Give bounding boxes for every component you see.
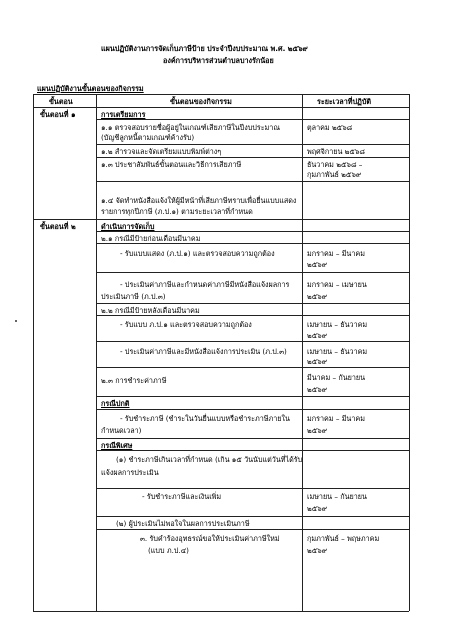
table-row-activity: ๑.๑ ตรวจสอบรายชื่อผู้อยู่ในเกณฑ์เสียภาษีในปีงบประมาณ [101, 123, 280, 132]
table-row-activity: - ประเมินค่าภาษีและกำหนดค่าภาษีมีหนังสือแจ้งผลการ [120, 280, 290, 289]
table-row-time: มีนาคม – กันยายน [307, 373, 366, 382]
table-row-time: มกราคม – เมษายน [307, 280, 367, 289]
table-row-time-cont: ๒๕๖๙ [307, 260, 328, 269]
table-row-time-cont: ๒๕๖๙ [307, 504, 328, 513]
table-row-activity-cont: รายการทุกปีภาษี (ภ.ป.๑) ตามระยะเวลาที่กำหนด [101, 207, 253, 216]
header-duration: ระยะเวลาที่ปฏิบัติ [317, 97, 372, 106]
table-row-activity: ๒.๑ กรณีมีป้ายก่อนเดือนมีนาคม [101, 234, 201, 243]
table-row-time-cont: ๒๕๖๙ [307, 357, 328, 366]
table-row-time: เมษายน – กันยายน [307, 492, 367, 501]
table-row-activity: - รับแบบ ภ.ป.๑ และตรวจสอบความถูกต้อง [120, 320, 252, 329]
table-row-activity: (๒) ผู้ประเมินไม่พอใจในผลการประเมินภาษี [116, 519, 250, 528]
table-row-activity: ๓. รับคำร้องอุทธรณ์ขอให้ประเมินค่าภาษีใหม่ [140, 534, 280, 543]
table-row-time: กุมภาพันธ์ – พฤษภาคม [307, 534, 380, 543]
table-row-activity-cont: กำหนดเวลา) [101, 426, 142, 435]
table-row-time-cont: ๒๕๖๙ [307, 292, 328, 301]
table-row-activity-cont: (บัญชีลูกหนี้ตามเกณฑ์ค้างรับ) [101, 133, 195, 142]
table-row-time: พฤศจิกายน ๒๕๖๘ [307, 147, 365, 156]
header-activity: ขั้นตอนของกิจกรรม [170, 97, 232, 106]
table-row-activity: (๑) ชำระภาษีเกินเวลาที่กำหนด (เกิน ๑๕ วันนับแต่วันที่ได้รับ [116, 455, 303, 464]
header-step: ขั้นตอน [49, 97, 73, 106]
step-1-label: ขั้นตอนที่ ๑ [40, 110, 76, 119]
table-row-activity: - รับชำระภาษี (ชำระในวันยื่นแบบหรือชำระภาษีภายใน [120, 414, 290, 423]
table-row-activity-cont: (แบบ ภ.ป.๔) [148, 546, 189, 555]
table-row-activity: การเตรียมการ [101, 110, 146, 119]
table-row-activity: กรณีปกติ [101, 399, 130, 408]
table-row-activity: ๑.๔ จัดทำหนังสือแจ้งให้ผู้มีหน้าที่เสียภาษีทราบเพื่อยื่นแบบแสดง [101, 196, 297, 205]
table-row-activity: ๑.๒ สำรวจและจัดเตรียมแบบพิมพ์ต่างๆ [101, 147, 222, 156]
table-row-time-cont: ๒๕๖๙ [307, 426, 328, 435]
table-row-time-cont: ๒๕๖๙ [307, 385, 328, 394]
table-row-time: เมษายน – ธันวาคม [307, 320, 368, 329]
table-row-time: เมษายน – ธันวาคม [307, 347, 368, 356]
table-row-time: ธันวาคม ๒๕๖๘ – [307, 160, 363, 169]
table-row-activity: ๒.๓ การชำระค่าภาษี [101, 376, 167, 385]
table-row-time: ตุลาคม ๒๕๖๘ [307, 123, 353, 132]
table-row-activity: ดำเนินการจัดเก็บ [101, 222, 155, 231]
table-row-activity: กรณีพิเศษ [101, 441, 133, 450]
document-title: แผนปฏิบัติงานการจัดเก็บภาษีป้าย ประจำปีงบประมาณ พ.ศ. ๒๕๖๙ [101, 44, 308, 53]
table-row-activity-cont: แจ้งผลการประเมิน [101, 468, 159, 477]
table-row-activity: ๑.๓ ประชาสัมพันธ์ขั้นตอนและวิธีการเสียภาษี [101, 160, 242, 169]
table-row-activity: - รับแบบแสดง (ภ.ป.๑) และตรวจสอบความถูกต้อง [120, 249, 275, 258]
table-row-time-cont: ๒๕๖๙ [307, 331, 328, 340]
section-heading: แผนปฏิบัติงานขั้นตอนของกิจกรรม [37, 84, 144, 93]
table-row-time-cont: กุมภาพันธ์ ๒๕๖๙ [307, 170, 362, 179]
table-row-activity: - รับชำระภาษีและเงินเพิ่ม [142, 492, 222, 501]
organization-name: องค์การบริหารส่วนตำบลบางรักน้อย [163, 56, 274, 65]
step-2-label: ขั้นตอนที่ ๒ [40, 222, 76, 231]
table-row-activity: ๒.๒ กรณีมีป้ายหลังเดือนมีนาคม [101, 306, 200, 315]
table-row-time: มกราคม – มีนาคม [307, 414, 365, 423]
table-row-activity: - ประเมินค่าภาษีและมีหนังสือแจ้งการประเมิน (ภ.ป.๓) [120, 347, 287, 356]
table-row-time-cont: ๒๕๖๙ [307, 546, 328, 555]
table-row-time: มกราคม – มีนาคม [307, 249, 365, 258]
table-row-activity-cont: ประเมินภาษี (ภ.ป.๓) [101, 292, 166, 301]
scan-speck [15, 320, 17, 322]
